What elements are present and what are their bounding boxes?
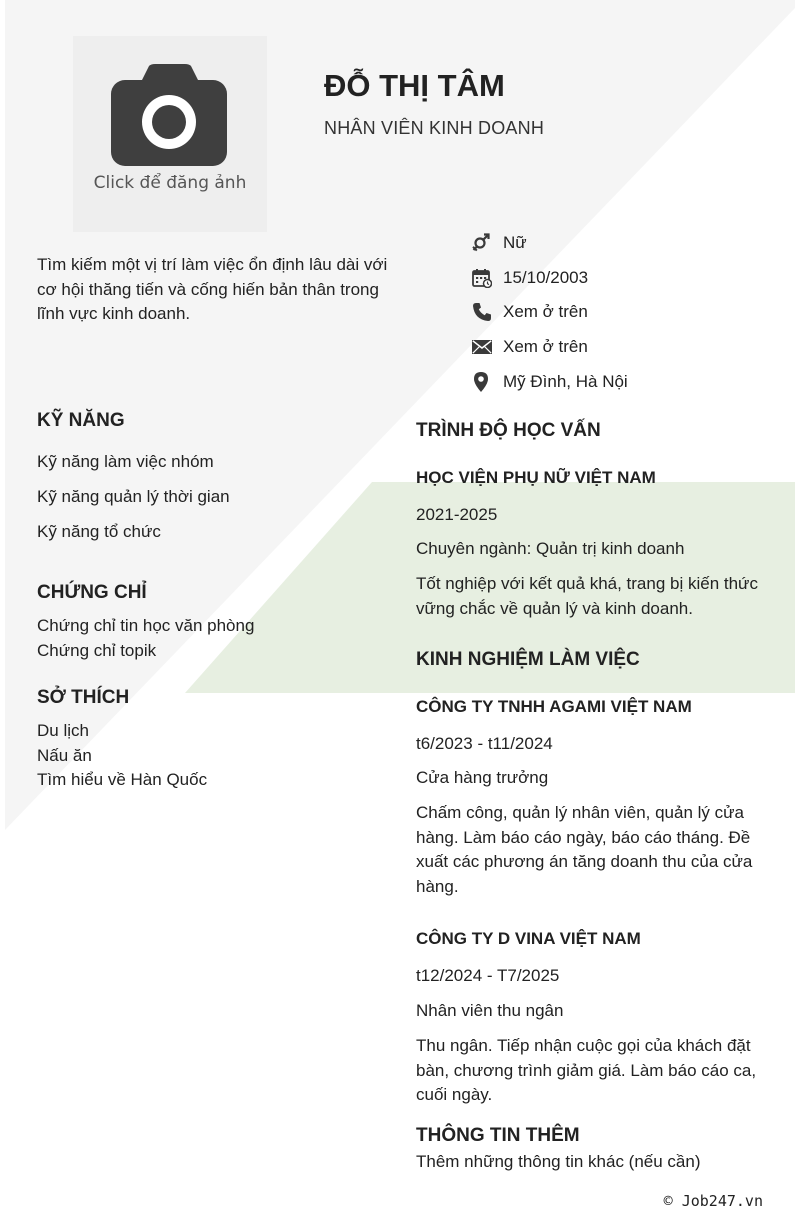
- company-name: CÔNG TY D VINA VIỆT NAM: [416, 929, 641, 948]
- education-heading: TRÌNH ĐỘ HỌC VẤN: [416, 420, 601, 441]
- additional-info-text: Thêm những thông tin khác (nếu cần): [416, 1152, 701, 1171]
- certificate-item: Chứng chỉ tin học văn phòng: [37, 616, 255, 635]
- candidate-name: ĐỖ THỊ TÂM: [324, 68, 505, 103]
- job-position: Nhân viên thu ngân: [416, 1001, 564, 1020]
- job-description: Chấm công, quản lý nhân viên, quản lý cửa hàng. Làm báo cáo ngày, báo cáo tháng. Đề xuất các phương án tăng doanh thu của cửa hàng.: [416, 803, 753, 896]
- career-objective: Tìm kiếm một vị trí làm việc ổn định lâu dài với cơ hội thăng tiến và cống hiến bản thân trong lĩnh vực kinh doanh.: [37, 255, 388, 323]
- education-major: Chuyên ngành: Quản trị kinh doanh: [416, 539, 685, 558]
- skill-item: Kỹ năng làm việc nhóm: [37, 452, 214, 471]
- experience-heading: KINH NGHIỆM LÀM VIỆC: [416, 649, 640, 670]
- hobby-item: Du lịch: [37, 721, 89, 740]
- photo-upload-box[interactable]: [73, 36, 267, 232]
- copyright-notice: © Job247.vn: [663, 1192, 763, 1210]
- envelope-icon: [472, 337, 494, 357]
- phone-value: Xem ở trên: [503, 302, 588, 321]
- camera-icon: [111, 64, 229, 166]
- company-name: CÔNG TY TNHH AGAMI VIỆT NAM: [416, 697, 692, 716]
- address-value: Mỹ Đình, Hà Nội: [503, 372, 628, 391]
- skill-item: Kỹ năng quản lý thời gian: [37, 487, 230, 506]
- gender-value: Nữ: [503, 233, 527, 252]
- job-period: t6/2023 - t11/2024: [416, 734, 553, 753]
- email-value: Xem ở trên: [503, 337, 588, 356]
- job-title: NHÂN VIÊN KINH DOANH: [324, 118, 545, 138]
- hobby-item: Nấu ăn: [37, 746, 92, 765]
- map-pin-icon: [472, 372, 494, 392]
- education-description: Tốt nghiệp với kết quả khá, trang bị kiến thức vững chắc về quản lý và kinh doanh.: [416, 574, 758, 618]
- contact-address: [472, 370, 628, 394]
- hobby-item: Tìm hiểu về Hàn Quốc: [37, 770, 208, 789]
- job-position: Cửa hàng trưởng: [416, 768, 549, 787]
- additional-info-heading: THÔNG TIN THÊM: [416, 1125, 580, 1146]
- skill-item: Kỹ năng tổ chức: [37, 522, 161, 541]
- contact-email: [472, 335, 588, 359]
- contact-phone: [472, 300, 588, 324]
- photo-upload-label: Click để đăng ảnh: [93, 173, 247, 193]
- phone-icon: [472, 302, 494, 322]
- certificates-heading: CHỨNG CHỈ: [37, 582, 147, 603]
- education-period: 2021-2025: [416, 505, 498, 524]
- skills-heading: KỸ NĂNG: [37, 410, 125, 431]
- birthday-value: 15/10/2003: [503, 268, 589, 287]
- contact-birthday: [472, 266, 588, 290]
- hobbies-heading: SỞ THÍCH: [37, 687, 130, 708]
- job-description: Thu ngân. Tiếp nhận cuộc gọi của khách đặt bàn, chương trình giảm giá. Làm báo cáo ca, cuối ngày.: [416, 1036, 757, 1104]
- job-period: t12/2024 - T7/2025: [416, 966, 560, 985]
- certificate-item: Chứng chỉ topik: [37, 641, 157, 660]
- gender-icon: [472, 233, 494, 253]
- contact-gender: [472, 231, 527, 255]
- school-name: HỌC VIỆN PHỤ NỮ VIỆT NAM: [416, 468, 656, 487]
- calendar-icon: [472, 268, 494, 288]
